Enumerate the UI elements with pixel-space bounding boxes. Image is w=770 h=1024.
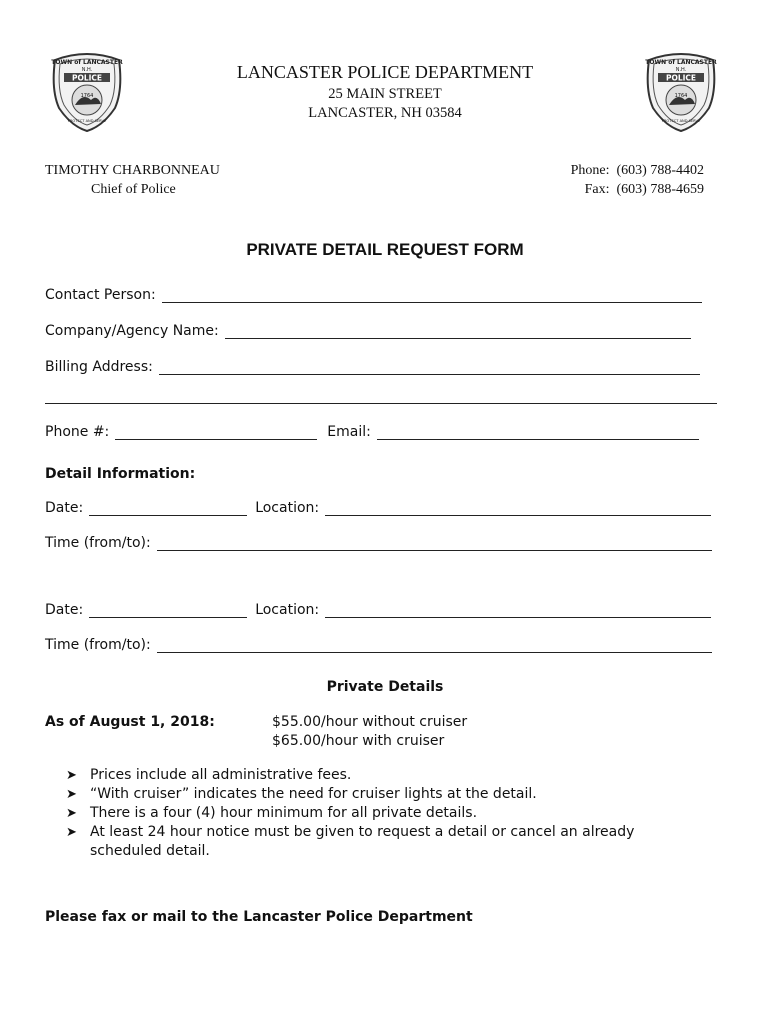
phone-label: Phone #: bbox=[45, 424, 110, 440]
chief-name: TIMOTHY CHARBONNEAU bbox=[45, 163, 220, 178]
svg-text:PROTECT AND SERVE: PROTECT AND SERVE bbox=[661, 119, 701, 123]
list-item bbox=[66, 823, 710, 861]
detail-2-time-field[interactable] bbox=[157, 638, 712, 653]
arrow-bullet-icon: ➤ bbox=[66, 806, 77, 821]
billing-address-line-2[interactable] bbox=[45, 389, 717, 404]
detail-2-time-row bbox=[45, 637, 712, 653]
arrow-bullet-icon: ➤ bbox=[66, 768, 77, 783]
company-name-field[interactable] bbox=[225, 324, 691, 339]
phone-email-row bbox=[45, 424, 699, 440]
detail-heading-text: Detail Information: bbox=[45, 466, 196, 482]
arrow-bullet-icon: ➤ bbox=[66, 825, 77, 840]
location-label: Location: bbox=[255, 602, 320, 618]
time-label: Time (from/to): bbox=[45, 535, 151, 551]
svg-text:1764: 1764 bbox=[674, 93, 688, 99]
phone-field[interactable] bbox=[115, 425, 317, 440]
rate-with-cruiser: $65.00/hour with cruiser bbox=[272, 733, 445, 749]
form-title: PRIVATE DETAIL REQUEST FORM bbox=[246, 240, 524, 259]
svg-text:TOWN of LANCASTER: TOWN of LANCASTER bbox=[645, 59, 717, 66]
svg-text:POLICE: POLICE bbox=[71, 73, 103, 83]
list-item bbox=[66, 785, 710, 804]
department-name: LANCASTER POLICE DEPARTMENT bbox=[236, 62, 534, 82]
fax-label: Fax: bbox=[584, 182, 610, 197]
svg-text:1764: 1764 bbox=[80, 93, 94, 99]
pricing-notes-list bbox=[66, 766, 710, 861]
submission-instruction: Please fax or mail to the Lancaster Police Department bbox=[45, 909, 473, 925]
email-field[interactable] bbox=[377, 425, 699, 440]
billing-address-label: Billing Address: bbox=[45, 359, 153, 375]
phone-label: Phone: bbox=[570, 163, 610, 178]
svg-text:N.H.: N.H. bbox=[81, 67, 93, 73]
billing-address-field[interactable] bbox=[159, 360, 700, 375]
detail-2-location-field[interactable] bbox=[325, 603, 711, 618]
company-name-row bbox=[45, 323, 691, 339]
svg-text:TOWN of LANCASTER: TOWN of LANCASTER bbox=[51, 59, 123, 66]
private-details-heading: Private Details bbox=[326, 679, 444, 695]
fax-number: (603) 788-4659 bbox=[616, 182, 704, 197]
detail-2-date-location-row bbox=[45, 602, 711, 618]
list-item-text: “With cruiser” indicates the need for cruiser lights at the detail. bbox=[90, 786, 537, 802]
detail-2-date-field[interactable] bbox=[89, 603, 247, 618]
time-label: Time (from/to): bbox=[45, 637, 151, 653]
chief-title: Chief of Police bbox=[91, 182, 176, 197]
detail-information-heading bbox=[45, 466, 195, 482]
svg-text:N.H.: N.H. bbox=[675, 67, 687, 73]
date-label: Date: bbox=[45, 602, 84, 618]
rate-without-cruiser: $55.00/hour without cruiser bbox=[272, 714, 468, 730]
list-item-text: There is a four (4) hour minimum for all private details. bbox=[90, 805, 478, 821]
detail-1-time-field[interactable] bbox=[157, 536, 712, 551]
fax-contact bbox=[585, 182, 704, 198]
list-item bbox=[66, 804, 710, 823]
svg-text:POLICE: POLICE bbox=[665, 73, 697, 83]
email-label: Email: bbox=[327, 424, 371, 440]
date-label: Date: bbox=[45, 500, 84, 516]
billing-address-row bbox=[45, 359, 700, 375]
detail-1-location-field[interactable] bbox=[325, 501, 711, 516]
city-address: LANCASTER, NH 03584 bbox=[308, 105, 462, 121]
svg-text:PROTECT AND SERVE: PROTECT AND SERVE bbox=[67, 119, 107, 123]
phone-contact bbox=[571, 163, 704, 179]
detail-1-date-location-row bbox=[45, 500, 711, 516]
contact-person-row bbox=[45, 287, 702, 303]
as-of-date: As of August 1, 2018: bbox=[45, 714, 215, 730]
street-address: 25 MAIN STREET bbox=[328, 86, 442, 102]
list-item bbox=[66, 766, 710, 785]
contact-person-label: Contact Person: bbox=[45, 287, 156, 303]
location-label: Location: bbox=[255, 500, 320, 516]
company-name-label: Company/Agency Name: bbox=[45, 323, 219, 339]
arrow-bullet-icon: ➤ bbox=[66, 787, 77, 802]
list-item-text: Prices include all administrative fees. bbox=[90, 767, 352, 783]
detail-1-time-row bbox=[45, 535, 712, 551]
list-item-text: At least 24 hour notice must be given to request a detail or cancel an already scheduled detail. bbox=[90, 824, 635, 859]
contact-person-field[interactable] bbox=[162, 288, 702, 303]
phone-number: (603) 788-4402 bbox=[616, 163, 704, 178]
detail-1-date-field[interactable] bbox=[89, 501, 247, 516]
